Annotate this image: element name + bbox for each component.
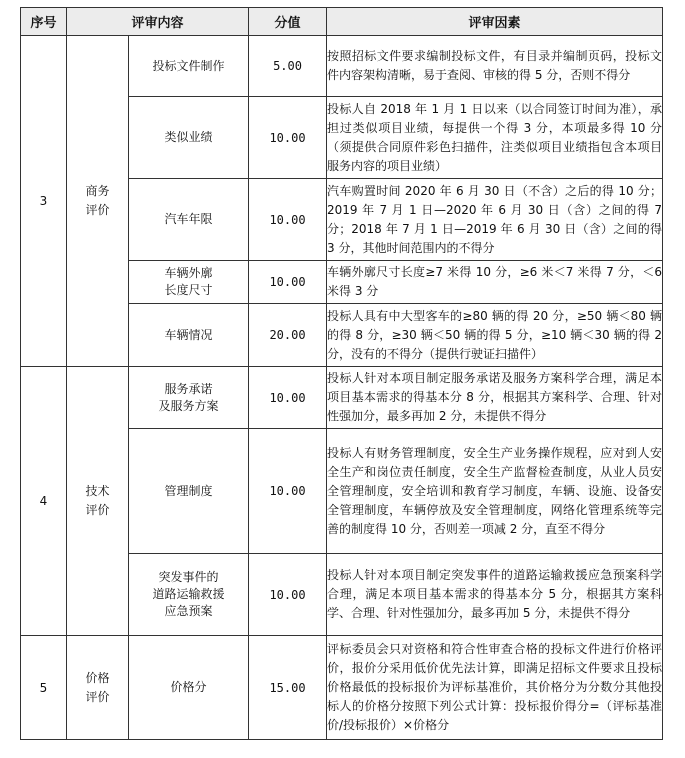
row-item: 投标文件制作 bbox=[129, 36, 249, 97]
header-seq: 序号 bbox=[21, 8, 67, 36]
scoring-table bbox=[20, 7, 663, 740]
header-content: 评审内容 bbox=[67, 8, 249, 36]
row-score: 10.00 bbox=[249, 554, 327, 636]
row-category: 价格 评价 bbox=[67, 636, 129, 740]
header-score: 分值 bbox=[249, 8, 327, 36]
row-score: 10.00 bbox=[249, 429, 327, 554]
row-score: 15.00 bbox=[249, 636, 327, 740]
row-score: 10.00 bbox=[249, 261, 327, 304]
row-seq: 4 bbox=[21, 367, 67, 636]
header-factors: 评审因素 bbox=[327, 8, 663, 36]
row-score: 10.00 bbox=[249, 97, 327, 179]
row-score: 10.00 bbox=[249, 367, 327, 429]
row-category: 技术 评价 bbox=[67, 367, 129, 636]
row-desc: 投标人针对本项目制定服务承诺及服务方案科学合理，满足本项目基本需求的得基本分 8 分，根据其方案科学、合理、针对性强加分，最多再加 2 分，未提供不得分 bbox=[327, 367, 663, 429]
row-score: 5.00 bbox=[249, 36, 327, 97]
header-row bbox=[21, 8, 663, 36]
row-category: 商务 评价 bbox=[67, 36, 129, 367]
row-seq: 5 bbox=[21, 636, 67, 740]
row-item: 服务承诺 及服务方案 bbox=[129, 367, 249, 429]
row-item: 管理制度 bbox=[129, 429, 249, 554]
row-item: 类似业绩 bbox=[129, 97, 249, 179]
row-desc: 投标人有财务管理制度，安全生产业务操作规程，应对到人安全生产和岗位责任制度，安全生产监督检查制度，从业人员安全管理制度，安全培训和教育学习制度，车辆、设施、设备安全管理制度，车辆停放及安全管理制度，网络化管理系统等完善的制度得 10 分，否则差一项减 2 分，直至不得分 bbox=[327, 429, 663, 554]
table-row bbox=[21, 636, 663, 740]
row-desc: 投标人具有中大型客车的≥80 辆的得 20 分，≥50 辆＜80 辆的得 8 分，≥30 辆＜50 辆的得 5 分，≥10 辆＜30 辆的得 2 分，没有的不得分（提供行驶证扫描件） bbox=[327, 304, 663, 367]
row-score: 20.00 bbox=[249, 304, 327, 367]
row-item: 车辆情况 bbox=[129, 304, 249, 367]
row-item: 价格分 bbox=[129, 636, 249, 740]
row-score: 10.00 bbox=[249, 179, 327, 261]
row-desc: 投标人自 2018 年 1 月 1 日以来（以合同签订时间为准），承担过类似项目业绩，每提供一个得 3 分，本项最多得 10 分（须提供合同原件彩色扫描件，注类似项目业绩指包含本项目服务内容的项目业绩） bbox=[327, 97, 663, 179]
row-desc: 评标委员会只对资格和符合性审查合格的投标文件进行价格评价，报价分采用低价优先法计算，即满足招标文件要求且投标价格最低的投标报价为评标基准价，其价格分为分数分其他投标人的价格分按照下列公式计算：投标报价得分=（评标基准价/投标报价）×价格分 bbox=[327, 636, 663, 740]
row-seq: 3 bbox=[21, 36, 67, 367]
row-desc: 投标人针对本项目制定突发事件的道路运输救援应急预案科学合理，满足本项目基本需求的得基本分 5 分，根据其方案科学、合理、针对性强加分，最多再加 5 分，未提供不得分 bbox=[327, 554, 663, 636]
row-desc: 车辆外廓尺寸长度≥7 米得 10 分，≥6 米＜7 米得 7 分，＜6 米得 3 分 bbox=[327, 261, 663, 304]
table-row bbox=[21, 36, 663, 97]
row-desc: 按照招标文件要求编制投标文件，有目录并编制页码，投标文件内容架构清晰，易于查阅、审核的得 5 分，否则不得分 bbox=[327, 36, 663, 97]
row-item: 汽车年限 bbox=[129, 179, 249, 261]
row-item: 车辆外廓 长度尺寸 bbox=[129, 261, 249, 304]
table-row bbox=[21, 367, 663, 429]
row-item: 突发事件的 道路运输救援 应急预案 bbox=[129, 554, 249, 636]
row-desc: 汽车购置时间 2020 年 6 月 30 日（不含）之后的得 10 分；2019 年 7 月 1 日—2020 年 6 月 30 日（含）之间的得 7 分；2018 年 7 月 1 日—2019 年 6 月 30 日（含）之间的得 3 分，其他时间范围内的不得分 bbox=[327, 179, 663, 261]
